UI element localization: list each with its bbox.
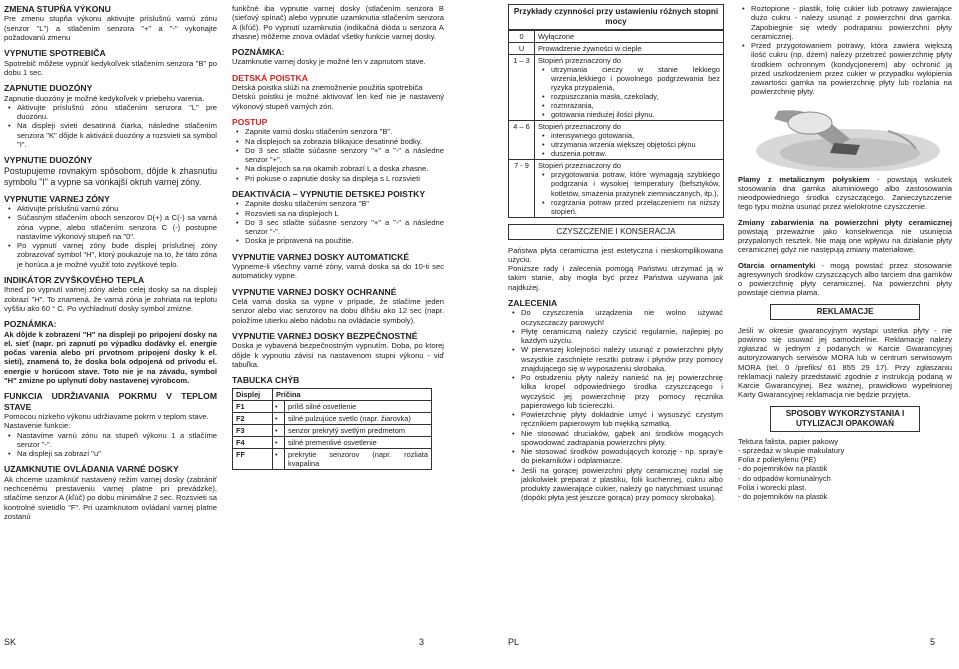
scraper-illustration xyxy=(738,103,953,171)
list-item: • rozpuszczania masła, czekolady, xyxy=(551,92,720,101)
footer-lang-pl: PL xyxy=(508,637,520,647)
heading-deaktivacia: DEAKTIVÁCIA – VYPNUTIE DETSKEJ POISTKY xyxy=(232,188,426,199)
table-row xyxy=(509,43,724,55)
text-continued: funkčné iba vypnutie varnej dosky (stlačením senzora B (sieťový spínač) alebo vypnutie uzamknutia stlačením senzora A (kľúč). Po vypnutí uzamknutia (indikačná dióda u senzora A zhasne) môžeme znova ovládať všetky funkcie varnej dosky. xyxy=(232,4,444,41)
list-item: - do odpadów komunalnych xyxy=(738,473,831,483)
text-uzamknutie: Ak chceme uzamknúť nastavený režim varnej dosky (zabrániť nechcenému prestaveniu varnej platne pri prevádzke), stlačíme senzor A (kľúč) po dobu minimálne 2 sec. Rozsvieti sa kontrolné svietidlo "F". Pri uzamknutom ovládaní varnej platne zostanú xyxy=(4,474,217,521)
list-item: - do pojemników na plastik xyxy=(738,464,828,474)
list-item: • Powierzchnię płyty dokładnie umyć i wysuszyć czystym ręcznikiem papierowym lub miękką szmatką. xyxy=(521,410,723,429)
text-plamy-bold: Plamy z metalicznym połyskiem xyxy=(738,174,870,184)
bullet-icon: • xyxy=(273,424,285,436)
table-cell: prekrytie senzorov (napr. rozliata kvapalina xyxy=(285,448,432,469)
heading-postup: POSTUP xyxy=(232,116,268,127)
table-row xyxy=(233,412,432,424)
table-row xyxy=(233,400,432,412)
list-item: • Na displeji sa zobrazí "u" xyxy=(17,449,217,458)
text-vyp-duozony: Postupujeme rovnakým spôsobom, dôjde k zhasnutiu symbolu "I" a vypne sa vonkajší okruh varnej zóny. xyxy=(4,165,217,187)
text-otarcia xyxy=(738,261,952,298)
table-cell: Wyłączone xyxy=(535,31,724,43)
table-row xyxy=(509,55,724,121)
table-cell xyxy=(535,121,724,160)
power-levels-table xyxy=(508,30,724,218)
list-top xyxy=(738,4,952,97)
list-item: • Do 3 sec stlačte súčasne senzory "+" a "-" a následne senzor "-". xyxy=(245,218,444,237)
text-bezpecnostne: Doska je vybavená bezpečnostným vypnutím. Doba, po ktorej dôjde k vypnutiu závisí na nastavenom stupni výkonu - viď tabuľka. xyxy=(232,341,444,369)
list-item: • Na displejoch sa zobrazia blikajúce desatinné bodky. xyxy=(245,137,444,146)
cleaning-title: CZYSZCZENIE I KONSERACJA xyxy=(508,224,724,240)
list-item: • gotowania niedużej ilości płynu. xyxy=(551,110,720,119)
list-zalecenia xyxy=(508,308,723,502)
list-item: • Jeśli na gorącej powierzchni płyty ceramicznej rozlał się jakikolwiek preparat z plastiku, folii kuchennej, cukru albo produkty zawierające cukier, należy go natychmiast usunąć (dopóki płyta jest jeszcze gorąca) przy pomocy skrobaka). xyxy=(521,466,723,503)
list-item: • utrzymania cieczy w stanie lekkiego wrzenia,lekkiego i powolnego podgrzewania bez ryzyka przypalenia, xyxy=(551,65,720,92)
text-plamy-body: - powstają wskutek stosowania dna garnka aluminiowego albo zastosowania nieodpowiedniego środka czyszczącego. Zanieczyszczenie tego typu można usunąć przez wielokrotne czyszczenie. xyxy=(738,174,952,212)
column-3 xyxy=(508,4,723,503)
text-zap-duozony: Zapnutie duozóny je možné kedykoľvek v priebehu varenia. xyxy=(4,93,205,103)
heading-automaticke: VYPNUTIE VARNEJ DOSKY AUTOMATICKÉ xyxy=(232,251,410,262)
power-levels-title: Przykłady czynności przy ustawieniu różnych stopni mocy xyxy=(508,4,724,30)
list-item: • Do 3 sec stlačte súčasne senzory "+" a "-" a následne senzor "+". xyxy=(245,146,444,165)
list-item: Folia z polietylenu (PE) xyxy=(738,455,817,464)
list-postup xyxy=(232,127,444,183)
error-table xyxy=(232,388,432,470)
row-label: Stopień przeznaczony do xyxy=(538,161,621,171)
heading-poznamka-2: POZNÁMKA: xyxy=(232,47,285,57)
list-item: Folia i worecki plast. xyxy=(738,482,807,492)
table-cell: F3 xyxy=(233,424,273,436)
footer-page-3: 3 xyxy=(419,637,425,647)
bullet-icon: • xyxy=(273,448,285,469)
text-zmena: Pre zmenu stupňa výkonu aktivujte príslušnú varnú zónu (senzor "L") a stlačením senzora "+" a "-" vykonajte požadovanú zmenu xyxy=(4,14,217,42)
text-zmiany xyxy=(738,218,952,255)
row-label: Stopień przeznaczony do xyxy=(538,122,621,132)
list-item: • rozmrażania, xyxy=(551,101,720,110)
table-cell: silné pulzujúce svetlo (napr. žiarovka) xyxy=(285,412,432,424)
text-funkcia: Pomocou nízkeho výkonu udržiavame pokrm v teplom stave. xyxy=(4,412,209,422)
column-1 xyxy=(4,4,217,521)
heading-indikator: INDIKÁTOR ZVYŠKOVÉHO TEPLA xyxy=(4,274,145,285)
list-item: • przygotowania potraw, które wymagają szybkiego podgrzania i wysokiej temperatury (befsztyków, kotletów, smażenia prażynek ziemniaczanych, itp.), xyxy=(551,170,720,197)
table-header: Displej xyxy=(233,388,273,400)
text-zmiany-body: powstają przeważnie jako konsekwencja nie usunięcia przypalonych resztek. Nie mają one wpływu na działanie płyty ceramicznej gdyż nie następują zmiany materiałowe. xyxy=(738,226,952,255)
footer-lang-sk: SK xyxy=(4,637,17,647)
row-list xyxy=(538,131,720,158)
text-zmiany-bold: Zmiany zabarwienia na powierzchni płyty ceramicznej xyxy=(738,217,952,227)
table-row xyxy=(233,424,432,436)
list-item: • Nie stosować druciaków, gąbek ani środków mogących spowodować zadrapania powierzchni płyty. xyxy=(521,429,723,448)
table-cell: senzor prekrytý svetlým predmetom xyxy=(285,424,432,436)
heading-zmena: ZMENA STUPŇA VÝKONU xyxy=(4,4,111,14)
table-header: Príčina xyxy=(273,388,432,400)
list-item: • rozgrzania potraw przed przełączeniem na niższy stopień. xyxy=(551,198,720,216)
table-cell: 1 – 3 xyxy=(509,55,535,121)
heading-detska-poistka: DETSKÁ POISTKA xyxy=(232,72,308,83)
list-deaktivacia xyxy=(232,199,444,245)
list-item: • Nie stosować środków powodujących korozję - np. spray'e do piekarników i odplamiacze. xyxy=(521,447,723,466)
text-otarcia-body: - mogą powstać przez stosowanie agresywnych środków czyszczących albo tarciem dna garnków o powierzchnię płyty ceramicznej. Na powierzchni płyty powstaje ciemna plama. xyxy=(738,260,952,298)
text-otarcia-bold: Otarcia ornamentyki xyxy=(738,260,816,270)
table-cell: F1 xyxy=(233,400,273,412)
row-list xyxy=(538,170,720,215)
list-item: • Doska je pripravená na použitie. xyxy=(245,236,444,245)
table-header-row xyxy=(233,388,432,400)
heading-bezpecnostne: VYPNUTIE VARNEJ DOSKY BEZPEČNOSTNÉ xyxy=(232,330,418,341)
sposoby-title: SPOSOBY WYKORZYSTANIA I UTYLIZACJI OPAKOWAŃ xyxy=(770,406,920,432)
list-item: • Aktivujte príslušnú varnú zónu xyxy=(17,204,217,213)
list-item: • utrzymania wrzenia większej objętości płynu xyxy=(551,140,720,149)
list-item: • Na displeji svieti desatinná čiarka, následne stlačením senzora "K" dôjde k aktivácii duozóny a rozsvieti sa symbol "I". xyxy=(17,121,217,149)
text-reklamacje: Jeśli w okresie gwarancyjnym wystąpi usterka płyty - nie powinno się usuwać jej samodzielnie. Reklamację należy zgłaszać w jednym z podanych w Karcie Gwarancyjnej autoryzowanych serwisów MORA lub w centrum serwisowym MORA (tel. 0 /prefiks/ 61 855 29 17). Przy zgłaszaniu reklamacji należy przedstawić zgodnie z instrukcją podaną w Karcie Gwarancyjnej. Bez ważnej, prawidłowo wypełnionej Karty Gwarancyjnej reklamacja nie będzie przyjęta. xyxy=(738,325,952,400)
bullet-icon: • xyxy=(273,412,285,424)
table-row xyxy=(509,160,724,217)
table-row xyxy=(233,448,432,469)
list-item: • Po ostudzeniu płyty należy nanieść na jej powierzchnię kilka kropel odpowiedniego środka czyszczącego i wyczyścić jej powierzchnię przy pomocy ręcznika papierowego lub ściereczki. xyxy=(521,373,723,410)
list-item: - do pojemników na plastik xyxy=(738,492,828,501)
table-cell: F2 xyxy=(233,412,273,424)
bullet-icon: • xyxy=(273,436,285,448)
table-row xyxy=(509,31,724,43)
text-detska-2: Detskú poistku je možné aktivovať len keď nie je nastavený výkonový stupeň varných zón. xyxy=(232,92,444,111)
reklamacje-title: REKLAMACJE xyxy=(770,304,920,320)
list-item: • Po vypnutí varnej zóny bude displej príslušnej zóny zobrazovať symbol "H", ktorý poukazuje na to, že táto zóna je horúca a je možné využiť toto zvyškové teplo. xyxy=(17,241,217,269)
list-item: • Nastavíme varnú zónu na stupeň výkonu 1 a stlačíme senzor "-". xyxy=(17,431,217,450)
list-vyp-zony xyxy=(4,204,217,269)
footer-page-5: 5 xyxy=(930,637,936,647)
list-item: Tektura falista, papier pakowy xyxy=(738,436,839,446)
table-row xyxy=(509,121,724,160)
text-czyszczenie: Państwa płyta ceramiczna jest estetyczna i nieskomplikowana użyciu. xyxy=(508,245,723,264)
table-cell: F4 xyxy=(233,436,273,448)
list-item: • Na displejoch sa na okamih zobrazí L a doska zhasne. xyxy=(245,164,444,173)
list-item: • Pri pokuse o zapnutie dosky sa displeja s L rozsvieti xyxy=(245,174,444,183)
heading-zap-duozony: ZAPNUTIE DUOZÓNY xyxy=(4,83,93,94)
text-rady: Poniższe rady i zalecenia pomogą Państwu utrzymać ją w takim stanie, aby mogła być przez Państwa używana jak najdłużej. xyxy=(508,264,723,292)
table-cell: silné premenlivé osvetlenie xyxy=(285,436,432,448)
table-cell: FF xyxy=(233,448,273,469)
heading-uzamknutie: UZAMKNUTIE OVLÁDANIA VARNÉ DOSKY xyxy=(4,464,179,475)
heading-vyp-spotrebica: VYPNUTIE SPOTREBIČA xyxy=(4,48,106,59)
heading-tabulka-chyb: TABUĽKA CHÝB xyxy=(232,375,300,386)
list-item: • Zapnite varnú dosku stlačením senzora "B". xyxy=(245,127,444,136)
list-item: • Roztopione - plastik, folię cukier lub potrawy zawierające dużo cukru - należy usunąć z powierzchni dna garnka. Zapobiegnie się wtedy podrapaniu powierzchni płyty ceramicznej. xyxy=(751,4,952,41)
list-funkcia xyxy=(4,431,217,459)
list-item: • Do czyszczenia urządzenia nie wolno używać oczyszczaczy parowych! xyxy=(521,308,723,327)
heading-vyp-duozony: VYPNUTIE DUOZÓNY xyxy=(4,155,93,166)
list-item: - sprzedaż w skupie makulatury xyxy=(738,445,845,455)
text-plamy xyxy=(738,175,952,212)
bullet-icon: • xyxy=(273,400,285,412)
list-item: • duszenia potraw. xyxy=(551,149,720,158)
text-nastavenie: Nastavenie funkcie: xyxy=(4,421,71,431)
list-item: • W pierwszej kolejności należy usunąć z powierzchni płyty wszystkie zaschnięte resztki potraw i płynów przy pomocy znajdującego się w wyposażeniu skrobaka. xyxy=(521,345,723,373)
scraper-cleaning-image xyxy=(738,103,953,171)
text-detska-1: Detská poistka slúži na znemožnenie použitia spotrebiča xyxy=(232,83,423,93)
list-item: • intensywnego gotowania, xyxy=(551,131,720,140)
column-4 xyxy=(738,4,952,501)
row-list xyxy=(538,65,720,119)
table-cell: 4 – 6 xyxy=(509,121,535,160)
heading-funkcia: FUNKCIA UDRŽIAVANIA POKRMU V TEPLOM STAVE xyxy=(4,391,217,412)
table-cell xyxy=(535,55,724,121)
list-item: • Rozsvieti sa na displejoch L xyxy=(245,209,444,218)
heading-ochranne: VYPNUTIE VARNEJ DOSKY OCHRANNÉ xyxy=(232,286,397,297)
row-label: Stopień przeznaczony do xyxy=(538,56,621,66)
table-row xyxy=(233,436,432,448)
packaging-list xyxy=(738,437,952,502)
text-ochranne: Celá varná doska sa vypne v prípade, že stlačíme jeden senzor alebo viac senzorov na dobu dlhšiu ako 12 sec (napr. položíme utierku alebo nádobu na ovládacie symboly). xyxy=(232,297,444,325)
column-2 xyxy=(232,4,444,470)
table-cell: 0 xyxy=(509,31,535,43)
text-indikator: Ihneď po vypnutí varnej zóny alebo celej dosky sa na displeji zobrazí "H". To znamená, že varná zóna je zohriata na teplotu vyššiu ako 60 ° C. Po vychladnutí dosky symbol zmizne. xyxy=(4,285,217,313)
text-poznamka: Ak dôjde k zobrazení "H" na displeji po pripojení dosky na el. sieť (napr. pri zapnutí po výpadku dodávky el. energie počas varenia alebo pri prvotnom pripojení dosky k el. sieti), znamená to, že doska bola odpojená od prívodu el. energie v horúcom stave. Toto nie je na závadu, symbol "H" zmizne po uplynutí doby nastavenej výrobcom. xyxy=(4,329,217,385)
list-item: • Płytę ceramiczną należy czyścić regularnie, najlepiej po każdym użyciu. xyxy=(521,327,723,346)
table-cell: U xyxy=(509,43,535,55)
text-poznamka-2: Uzamknutie varnej dosky je možné len v zapnutom stave. xyxy=(232,57,426,67)
text-automaticke: Vypneme-li všechny varné zóny, varná doska sa do 10-ti sec automaticky vypne. xyxy=(232,262,444,281)
list-item: • Aktivujte príslušnú zónu stlačením senzora "L" pre duozónu. xyxy=(17,103,217,122)
text-vyp-spotrebica: Spotrebič môžete vypnúť kedykoľvek stlačením senzora "B" po dobu 1 sec. xyxy=(4,58,217,77)
list-item: • Przed przygotowaniem potrawy, która zawiera większą ilość cukru (np. dżem) należy przetrzeć powierzchnię płyty środkiem ochronnym (kondycjonerem) aby ochronić ją przed uszkodzeniem przez cukier w przypadku wykipienia zawartości garnka na powierzchnię płyty lub rozlania na powierzchnię płyty. xyxy=(751,41,952,97)
heading-vyp-zony: VYPNUTIE VARNEJ ZÓNY xyxy=(4,193,110,204)
table-cell xyxy=(535,160,724,217)
heading-poznamka: POZNÁMKA: xyxy=(4,319,57,330)
list-zap-duozony xyxy=(4,103,217,149)
table-cell: 7 - 9 xyxy=(509,160,535,217)
list-item: • Zapnite dosku stlačením senzora "B" xyxy=(245,199,444,208)
heading-zalecenia: ZALECENIA xyxy=(508,297,558,308)
table-cell: príliš silné osvetlenie xyxy=(285,400,432,412)
table-cell: Prowadzenie żywności w cieple xyxy=(535,43,724,55)
list-item: • Súčasným stlačením oboch senzorov D(+) a C(-) sa varná zóna vypne, alebo stlačením senzora C (-) postupne nastavíme výkonový stupeň na "0". xyxy=(17,213,217,241)
